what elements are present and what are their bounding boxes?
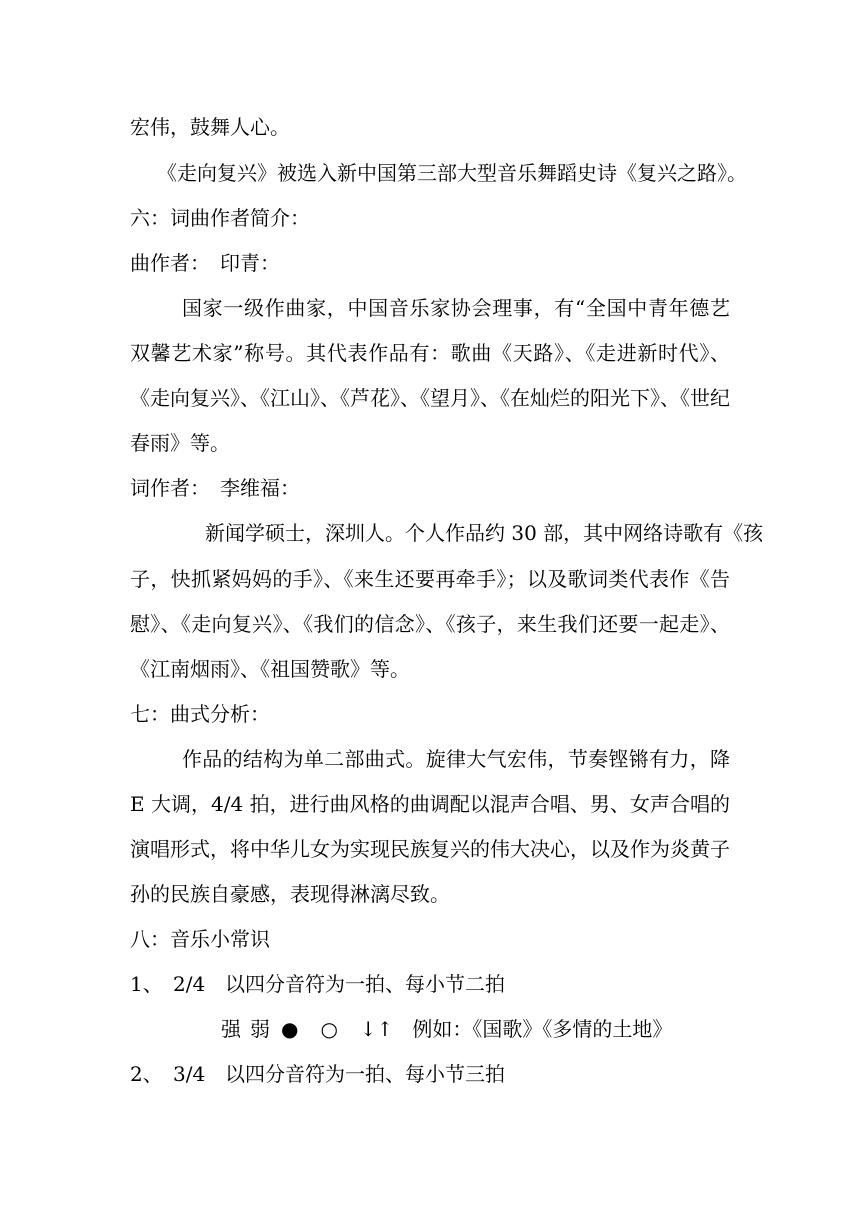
strong-beat-symbol: ● xyxy=(281,1017,299,1041)
text-line: 国家一级作曲家，中国音乐家协会理事，有“全国中青年德艺 xyxy=(182,296,730,320)
section-heading: 七：曲式分析： xyxy=(130,702,270,726)
text-line: 孙的民族自豪感，表现得淋漓尽致。 xyxy=(130,882,450,906)
text-line: 作品的结构为单二部曲式。旋律大气宏伟，节奏铿锵有力，降 xyxy=(182,747,730,771)
list-item xyxy=(130,1060,730,1088)
text-line: 宏伟，鼓舞人心。 xyxy=(130,115,290,139)
weak-beat-symbol: ○ xyxy=(320,1017,338,1041)
item-number: 1、 xyxy=(130,972,163,996)
lyricist-label: 词作者： 李维福： xyxy=(130,476,300,500)
item-number: 2、 xyxy=(130,1062,163,1086)
text-line: 新闻学硕士，深圳人。个人作品约 30 部，其中网络诗歌有《孩 xyxy=(205,521,764,545)
text-line: 春雨》等。 xyxy=(130,431,230,455)
beat-pattern-line xyxy=(221,1015,741,1043)
meter-signature: 3/4 xyxy=(173,1062,206,1086)
section-heading: 八：音乐小常识 xyxy=(130,927,270,951)
text-line: E 大调，4/4 拍，进行曲风格的曲调配以混声合唱、男、女声合唱的 xyxy=(130,792,730,816)
conducting-arrows: ↓↑ xyxy=(359,1017,394,1041)
text-line: 子，快抓紧妈妈的手》、《来生还要再牵手》；以及歌词类代表作《告 xyxy=(130,567,730,591)
example-text: 例如：《国歌》《多情的土地》 xyxy=(412,1017,673,1041)
list-item xyxy=(130,970,730,998)
item-description: 以四分音符为一拍、每小节二拍 xyxy=(225,972,505,996)
text-line: 《走向复兴》被选入新中国第三部大型音乐舞蹈史诗《复兴之路》。 xyxy=(157,161,747,185)
item-description: 以四分音符为一拍、每小节三拍 xyxy=(225,1062,505,1086)
weak-beat-label: 弱 xyxy=(250,1017,270,1041)
text-line: 双馨艺术家”称号。其代表作品有：歌曲《天路》、《走进新时代》、 xyxy=(130,341,730,365)
meter-signature: 2/4 xyxy=(173,972,206,996)
text-line: 《江南烟雨》、《祖国赞歌》等。 xyxy=(130,657,410,681)
text-line: 《走向复兴》、《江山》、《芦花》、《望月》、《在灿烂的阳光下》、《世纪 xyxy=(130,386,730,410)
strong-beat-label: 强 xyxy=(221,1017,241,1041)
text-line: 演唱形式，将中华儿女为实现民族复兴的伟大决心，以及作为炎黄子 xyxy=(130,837,730,861)
composer-label: 曲作者： 印青： xyxy=(130,251,280,275)
text-line: 慰》、《走向复兴》、《我们的信念》、《孩子，来生我们还要一起走》、 xyxy=(130,612,730,636)
section-heading: 六：词曲作者简介： xyxy=(130,206,310,230)
